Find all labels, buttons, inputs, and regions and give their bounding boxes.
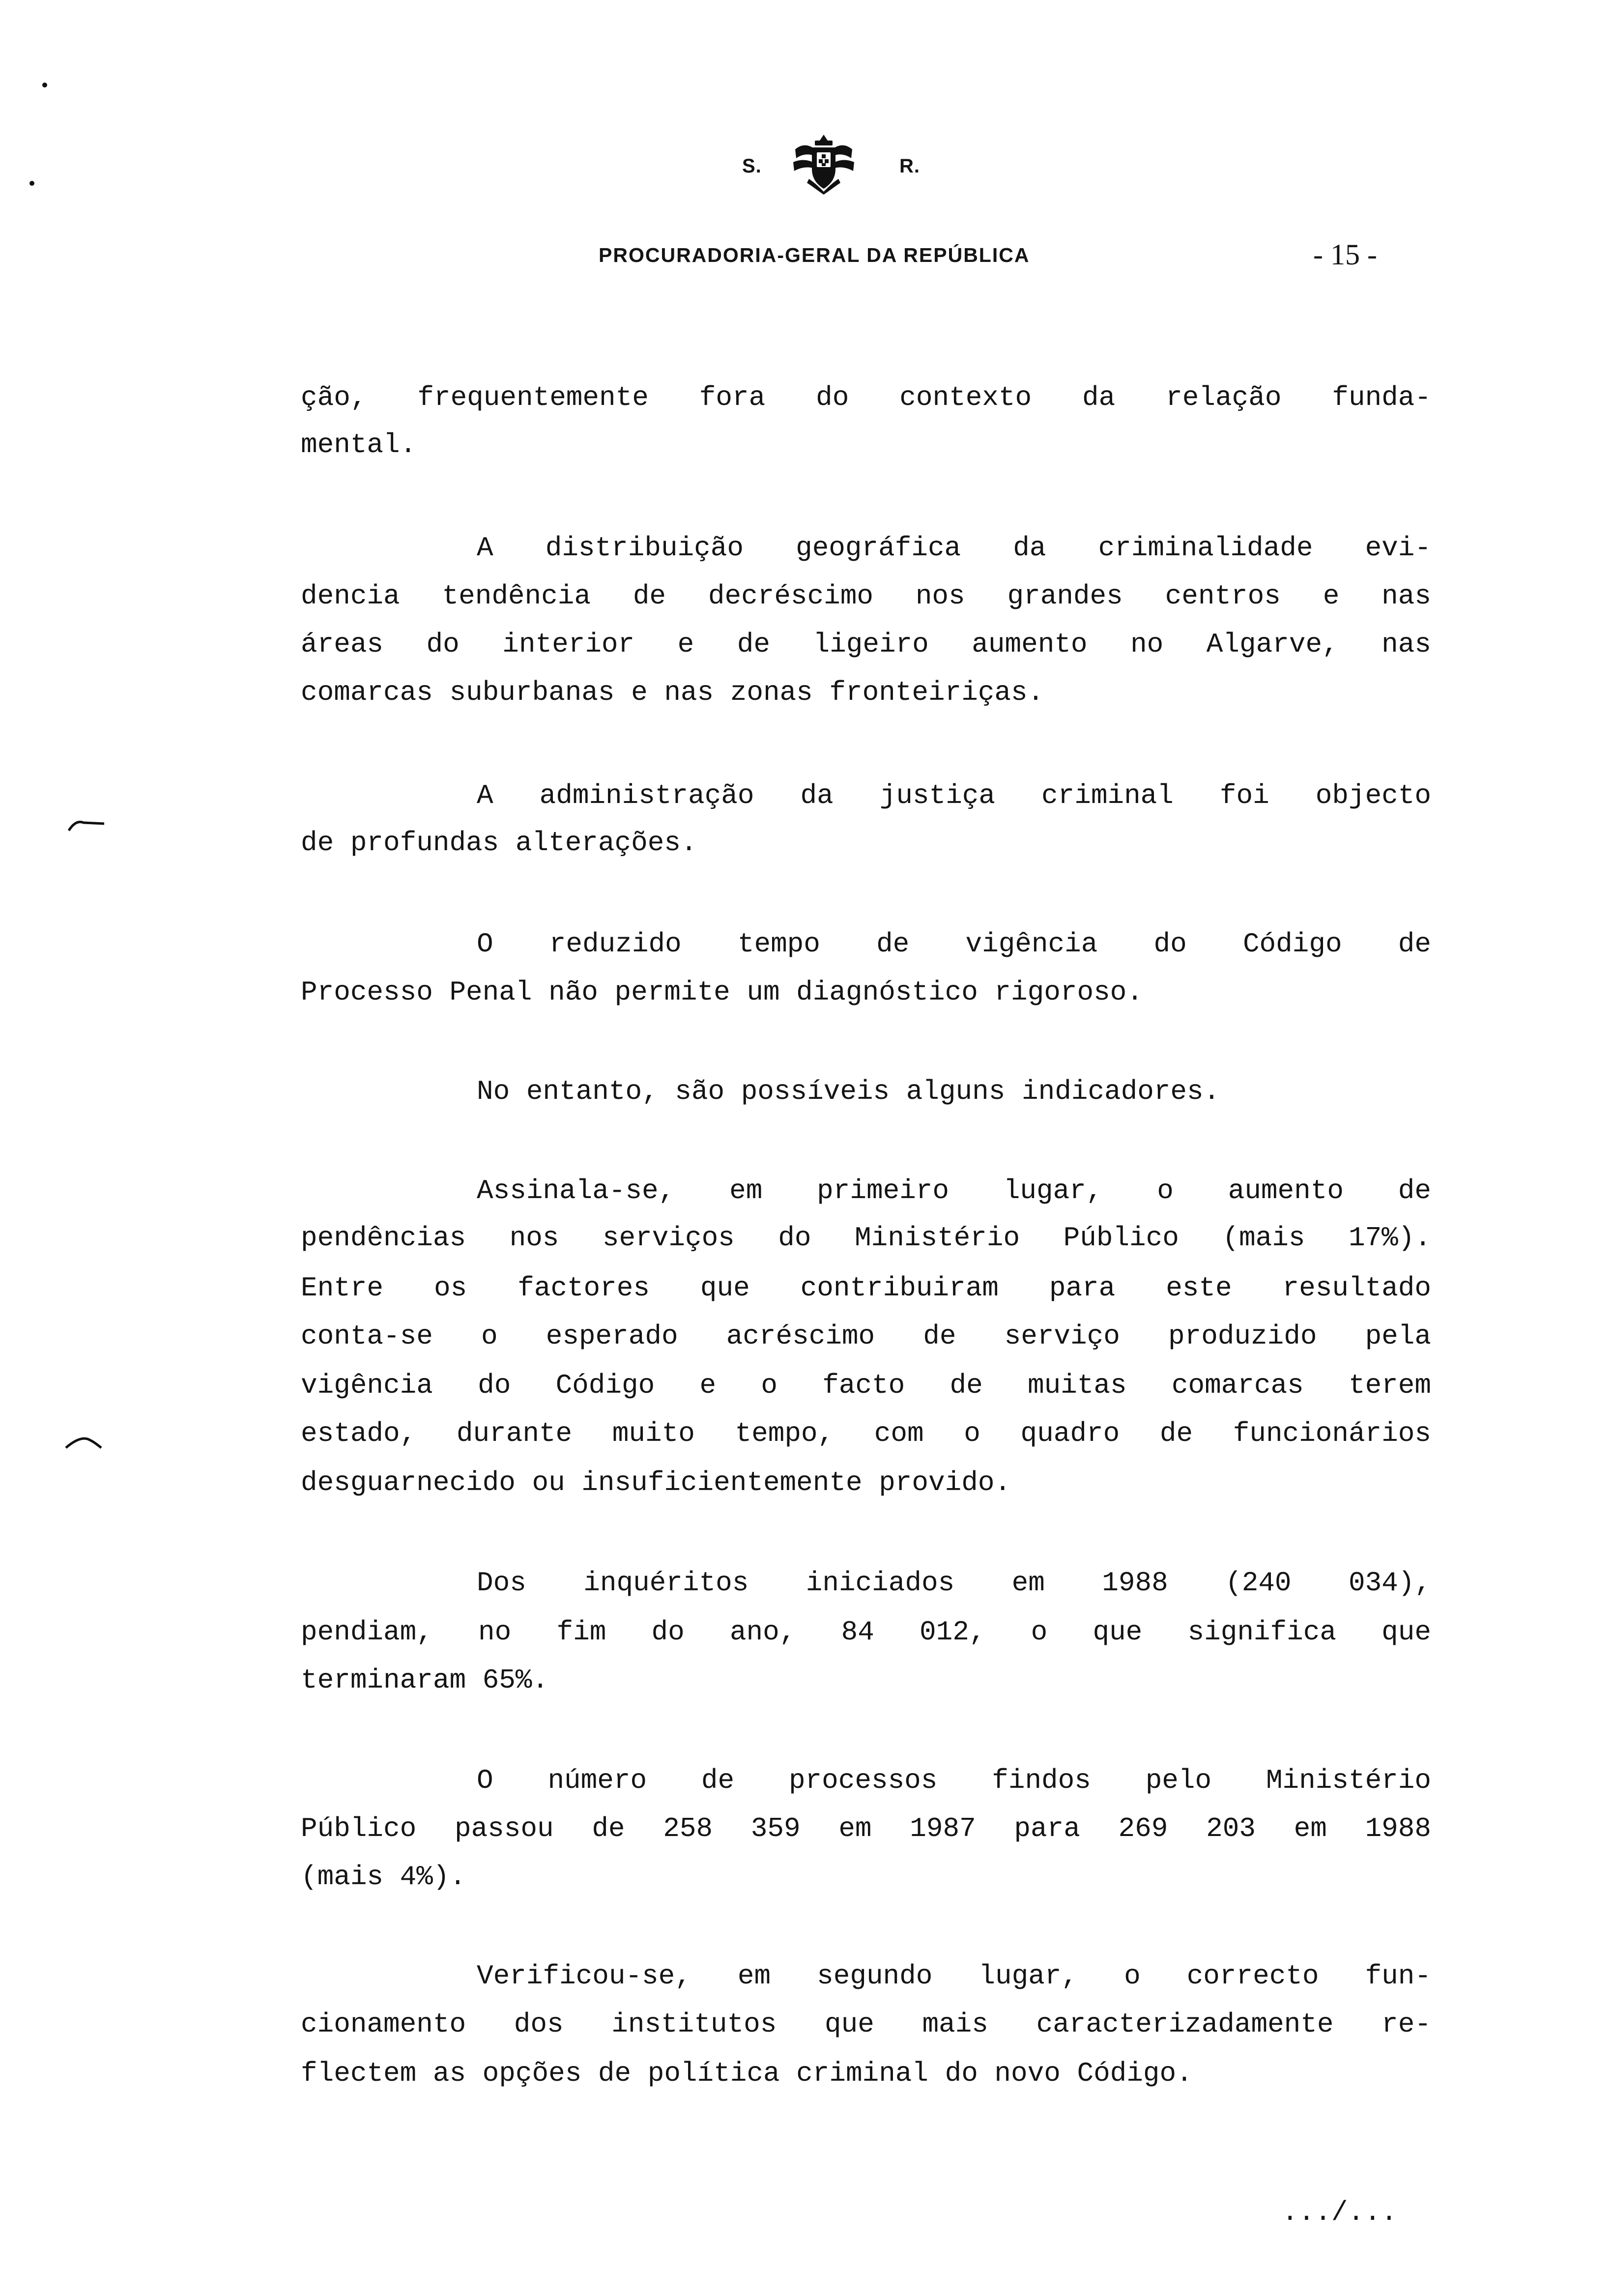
- margin-mark: [67, 816, 106, 835]
- text-line: O número de processos findos pelo Ministério: [477, 1765, 1431, 1796]
- text-line: ção, frequentemente fora do contexto da relação funda-: [301, 382, 1431, 413]
- text-line: Processo Penal não permite um diagnóstico rigoroso.: [301, 976, 1143, 1008]
- letterhead-right-letter: R.: [899, 155, 920, 177]
- text-line: Assinala-se, em primeiro lugar, o aumento de: [477, 1175, 1431, 1206]
- text-line: (mais 4%).: [301, 1861, 466, 1893]
- scan-dot: [29, 181, 34, 186]
- text-line: conta-se o esperado acréscimo de serviço produzido pela: [301, 1320, 1431, 1352]
- text-line: Dos inquéritos iniciados em 1988 (240 034),: [477, 1567, 1431, 1599]
- page-number: - 15 -: [1313, 238, 1377, 271]
- text-line: No entanto, são possíveis alguns indicadores.: [477, 1076, 1220, 1107]
- text-line: de profundas alterações.: [301, 827, 697, 859]
- text-line: dencia tendência de decréscimo nos grandes centros e nas: [301, 580, 1431, 612]
- text-line: A administração da justiça criminal foi objecto: [477, 780, 1431, 811]
- text-line: flectem as opções de política criminal do novo Código.: [301, 2058, 1193, 2089]
- text-line: mental.: [301, 429, 417, 460]
- text-line: terminaram 65%.: [301, 1665, 549, 1696]
- text-line: desguarnecido ou insuficientemente provido.: [301, 1467, 1011, 1498]
- text-line: A distribuição geográfica da criminalidade evi-: [477, 532, 1431, 564]
- institution-name: PROCURADORIA-GERAL DA REPÚBLICA: [599, 244, 1030, 266]
- coat-of-arms-icon: [789, 132, 858, 196]
- text-line: áreas do interior e de ligeiro aumento no Algarve, nas: [301, 629, 1431, 660]
- margin-mark: [64, 1433, 103, 1453]
- text-line: pendiam, no fim do ano, 84 012, o que significa que: [301, 1616, 1431, 1648]
- text-line: O reduzido tempo de vigência do Código de: [477, 928, 1431, 960]
- text-line: Entre os factores que contribuiram para este resultado: [301, 1272, 1431, 1304]
- text-line: pendências nos serviços do Ministério Público (mais 17%).: [301, 1222, 1431, 1254]
- text-line: comarcas suburbanas e nas zonas fronteiriças.: [301, 677, 1044, 708]
- text-line: vigência do Código e o facto de muitas comarcas terem: [301, 1370, 1431, 1401]
- text-line: estado, durante muito tempo, com o quadro de funcionários: [301, 1418, 1431, 1449]
- text-line: Público passou de 258 359 em 1987 para 269 203 em 1988: [301, 1813, 1431, 1844]
- continuation-marker: .../...: [1282, 2197, 1398, 2228]
- letterhead-left-letter: S.: [742, 155, 762, 177]
- scan-dot: [42, 83, 47, 87]
- text-line: Verificou-se, em segundo lugar, o correcto fun-: [477, 1960, 1431, 1992]
- text-line: cionamento dos institutos que mais caracterizadamente re-: [301, 2009, 1431, 2040]
